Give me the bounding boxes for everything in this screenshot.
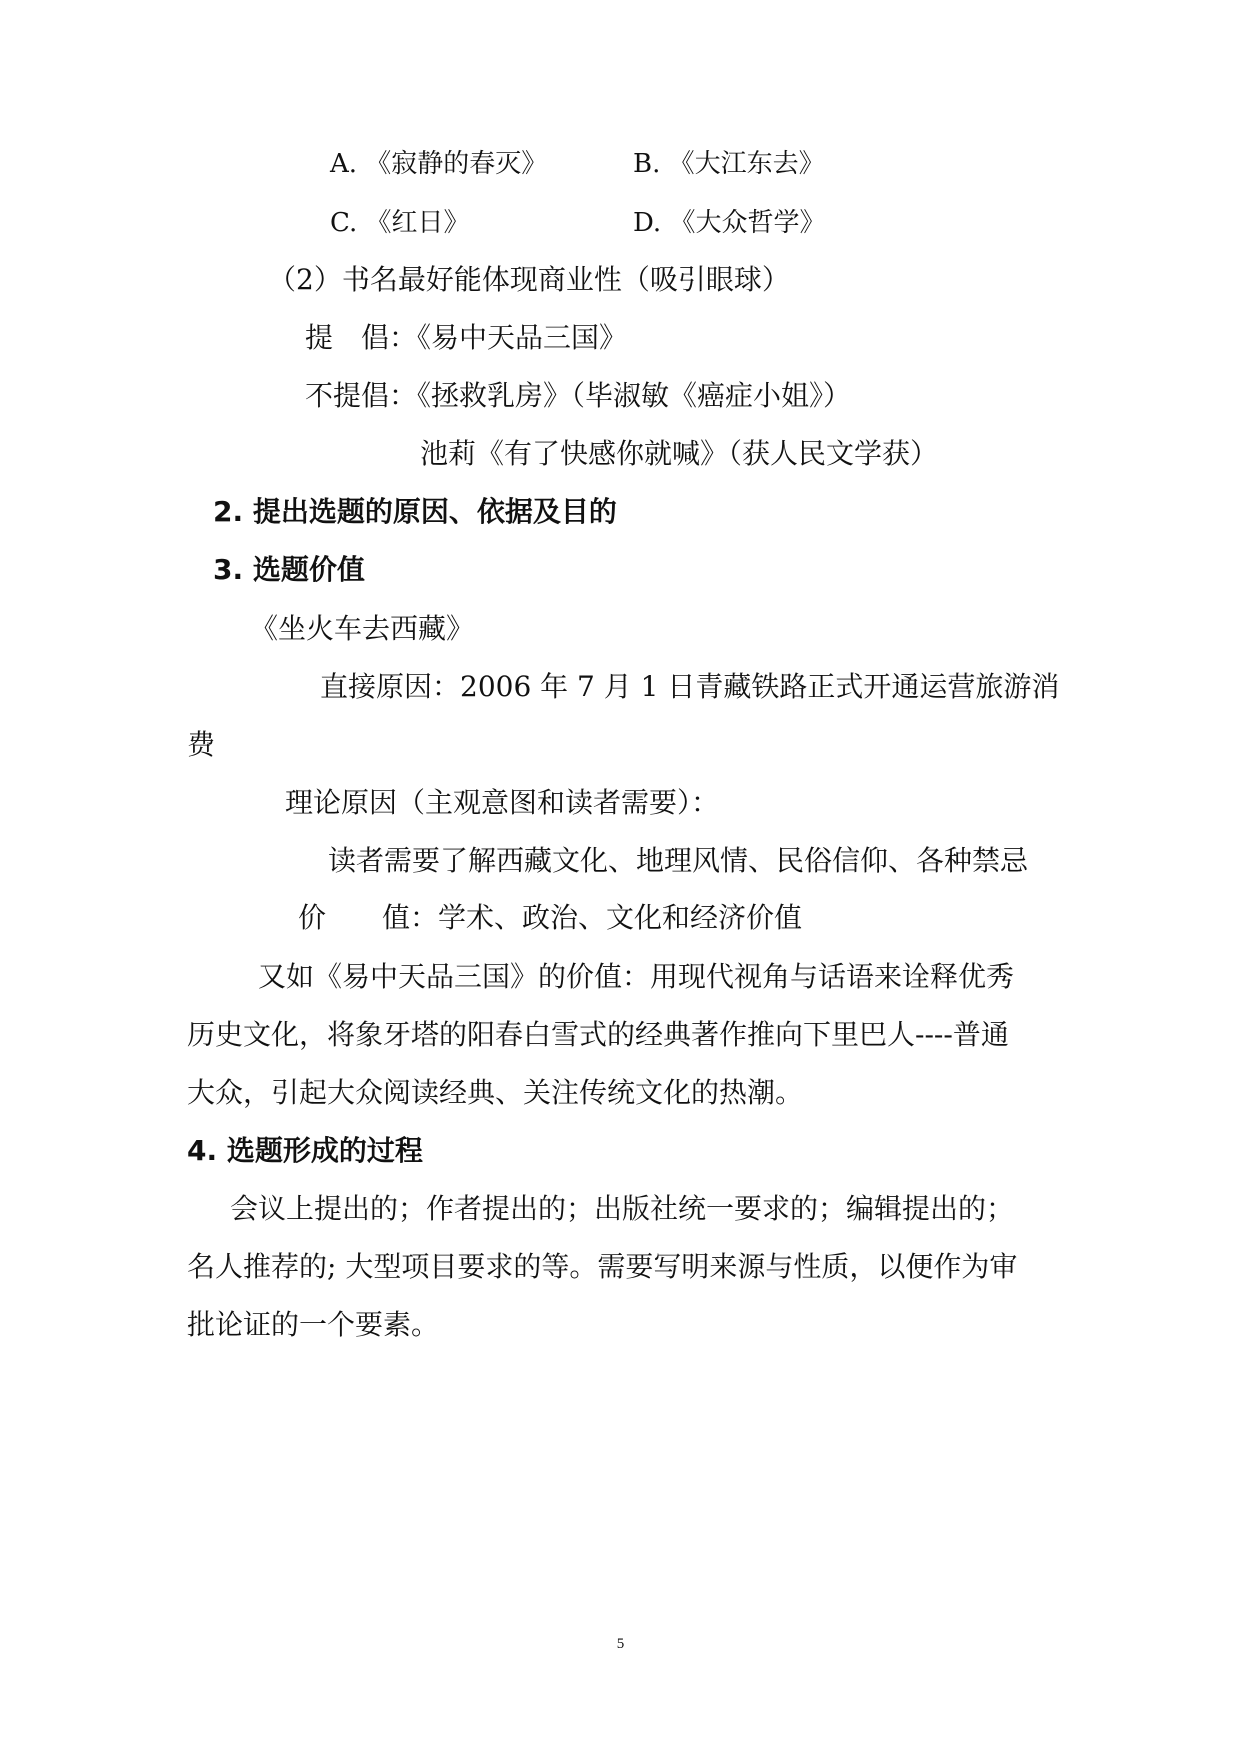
point-2-text: （2）书名最好能体现商业性（吸引眼球） bbox=[268, 263, 790, 296]
process-line-3: 批论证的一个要素。 bbox=[187, 1308, 440, 1341]
example-line-2: 历史文化，将象牙塔的阳春白雪式的经典著作推向下里巴人----普通 bbox=[187, 1018, 1009, 1051]
section-heading-4: 4. 选题形成的过程 bbox=[187, 1134, 423, 1167]
advocate-text: 提 倡：《易中天品三国》 bbox=[305, 321, 628, 354]
section-heading-3: 3. 选题价值 bbox=[213, 553, 365, 586]
example-line-3: 大众，引起大众阅读经典、关注传统文化的热潮。 bbox=[187, 1076, 804, 1109]
value-text: 价 值：学术、政治、文化和经济价值 bbox=[298, 901, 803, 934]
example-line-1: 又如《易中天品三国》的价值：用现代视角与话语来诠释优秀 bbox=[258, 960, 1015, 993]
process-line-2: 名人推荐的; 大型项目要求的等。需要写明来源与性质，以便作为审 bbox=[187, 1250, 1018, 1283]
theory-reason-text: 理论原因（主观意图和读者需要）： bbox=[285, 786, 720, 819]
reader-need-text: 读者需要了解西藏文化、地理风情、民俗信仰、各种禁忌 bbox=[328, 844, 1029, 877]
direct-reason-line-2: 费 bbox=[187, 728, 216, 761]
option-d: D. 《大众哲学》 bbox=[633, 208, 826, 238]
book-title-text: 《坐火车去西藏》 bbox=[250, 612, 475, 645]
option-a: A. 《寂静的春灭》 bbox=[330, 149, 548, 179]
option-c: C. 《红日》 bbox=[330, 208, 470, 238]
process-line-1: 会议上提出的；作者提出的；出版社统一要求的；编辑提出的； bbox=[230, 1192, 1015, 1225]
not-advocate-text: 不提倡：《拯救乳房》（毕淑敏《癌症小姐》） bbox=[305, 379, 852, 412]
page-number: 5 bbox=[616, 1636, 625, 1652]
section-heading-2: 2. 提出选题的原因、依据及目的 bbox=[213, 495, 617, 528]
direct-reason-line-1: 直接原因：2006 年 7 月 1 日青藏铁路正式开通运营旅游消 bbox=[320, 670, 1060, 703]
option-b: B. 《大江东去》 bbox=[633, 149, 825, 179]
not-advocate-continued: 池莉《有了快感你就喊》（获人民文学获） bbox=[420, 437, 939, 470]
